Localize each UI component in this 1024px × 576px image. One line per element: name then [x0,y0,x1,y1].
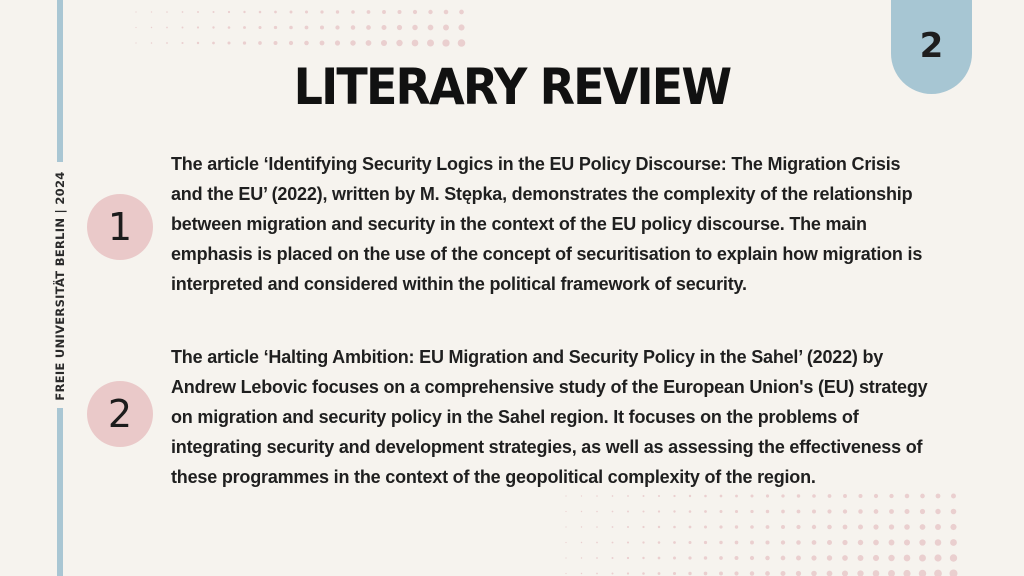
decor-dot [243,11,245,13]
decor-dot [382,10,386,14]
decor-dot [427,40,434,47]
decor-dot [735,510,738,513]
decor-dot [581,511,582,512]
decor-dot [750,525,754,529]
decor-dot [611,572,613,574]
decor-dot [612,495,614,497]
decor-dot [412,25,417,30]
decor-dot [212,42,215,45]
decor-dot [889,494,893,498]
decor-dot [320,10,323,13]
decor-dot [843,494,847,498]
page-title: LITERARY REVIEW [293,58,731,116]
decor-dot [642,541,644,543]
decor-dot [766,494,769,497]
decor-dot [197,11,199,13]
decor-dot [258,41,262,45]
decor-dot [719,572,723,576]
decor-dot [197,42,199,44]
decor-dot [581,542,582,543]
decor-dot [858,494,862,498]
decor-dot [796,525,800,529]
decor-dot [720,495,723,498]
decor-dot [842,540,847,545]
paragraph-item-2: The article ‘Halting Ambition: EU Migration and Security Policy in the Sahel’ (2022) by Andrew Lebovic focuses on a comprehensive study of the European Union's (EU) strategy on migration and security policy in the Sahel region. It focuses on the problems of integrating security and development strategies, as well as assessing the effectiveness of these programmes in the context of the geopolitical complexity of the region. [171,347,928,487]
decor-dot [151,27,152,28]
decor-dot [212,11,214,13]
decor-dot [735,556,739,560]
decor-dot [843,525,848,530]
decor-dot [581,557,582,558]
decor-dot [735,495,738,498]
decor-dot [781,571,786,576]
decor-dot [935,539,942,546]
decor-dot [305,10,308,13]
decor-dot [274,26,277,29]
decor-dot [920,524,926,530]
decor-dot [320,25,324,29]
decor-dot [135,27,136,28]
decor-dot [259,11,262,14]
decor-dot [135,11,136,12]
decor-dot [428,10,432,14]
decor-dot [166,27,168,29]
decor-dot [812,540,817,545]
decor-dot [750,541,754,545]
decor-dot [673,526,676,529]
decor-dot [428,25,434,31]
left-accent-bar-bottom [57,408,63,576]
decor-dot [719,525,722,528]
decor-dot [151,42,153,44]
decor-dot [396,40,402,46]
decor-dot [642,557,644,559]
decor-dot [781,556,786,561]
decor-dot [243,26,246,29]
decor-dot [688,572,691,575]
decor-dot [889,540,895,546]
decor-dot [827,540,832,545]
decor-dot [243,41,246,44]
decor-dot [289,26,293,30]
decor-dot [565,526,566,527]
side-label: FREIE UNIVERSITÄT BERLIN | 2024 [53,171,67,401]
decor-dot [827,525,832,530]
decor-dot [581,526,582,527]
decor-dot [888,555,894,561]
decor-dot [935,524,941,530]
decor-dot [920,509,925,514]
decor-dot [335,25,339,29]
decor-dot [858,509,863,514]
decor-dot [919,539,925,545]
decor-dot [812,525,816,529]
decor-dot [397,25,402,30]
decor-dot [735,525,738,528]
decor-dot [565,542,566,543]
decor-dot [796,540,801,545]
decor-dot [612,557,614,559]
page-number: 2 [919,26,944,66]
decor-dot [720,510,723,513]
decor-dot [642,510,644,512]
decor-dot [596,573,598,575]
decor-dot [919,570,926,576]
decor-dot [197,26,199,28]
decor-dot [765,571,770,576]
decor-dot [905,494,910,499]
decor-dot [950,570,958,576]
decor-dot [274,41,278,45]
decor-dot [351,10,355,14]
decor-dot [936,494,941,499]
decor-dot [689,541,692,544]
decor-dot [565,495,566,496]
decor-dot [627,526,629,528]
decor-dot [934,570,942,576]
decor-dot [904,524,910,530]
decor-dot [704,556,707,559]
decor-dot [596,557,598,559]
decor-dot [873,555,879,561]
decor-dot [920,494,925,499]
decor-dot [658,541,661,544]
decor-dot [458,39,466,47]
decor-dot [658,572,661,575]
decor-dot [873,540,879,546]
decor-dot [766,525,770,529]
decor-dot [888,570,895,576]
decor-dot [811,555,816,560]
decor-dot [612,511,614,513]
decor-dot [934,554,941,561]
decor-dot [858,525,863,530]
decor-dot [627,557,629,559]
decor-dot [565,511,566,512]
decor-dot [781,494,784,497]
dot-pattern-top [130,6,480,48]
decor-dot [689,495,691,497]
decor-dot [719,541,722,544]
decor-dot [289,41,293,45]
decor-dot [227,41,230,44]
decor-dot [366,25,371,30]
decor-dot [612,526,614,528]
decor-dot [874,509,879,514]
decor-dot [382,25,387,30]
decor-dot [304,41,309,46]
decor-dot [166,42,168,44]
decor-dot [412,40,419,47]
decor-dot [258,26,261,29]
decor-dot [642,526,644,528]
decor-dot [704,526,707,529]
decor-dot [827,571,833,576]
decor-dot [596,511,598,513]
decor-dot [750,510,753,513]
decor-dot [766,510,769,513]
decor-dot [828,494,832,498]
decor-dot [796,571,801,576]
decor-dot [413,10,417,14]
decor-dot [781,525,785,529]
decor-dot [874,494,878,498]
decor-dot [796,556,801,561]
decor-dot [673,510,675,512]
decor-dot [889,509,894,514]
decor-dot [811,571,817,576]
decor-dot [673,557,676,560]
paragraph-item-1: The article ‘Identifying Security Logics in the EU Policy Discourse: The Migration Crisis and the EU’ (2022), written by M. Stępka, demonstrates the complexity of the relationship between migration and security in the context of the EU policy discourse. The main emphasis is placed on the use of the concept of securitisation to explain how migration is interpreted and considered within the political framework of security. [171,154,923,294]
decor-dot [950,554,957,561]
decor-dot [704,495,707,498]
decor-dot [935,509,940,514]
decor-dot [734,571,738,575]
decor-dot [797,510,801,514]
decor-dot [873,524,878,529]
decor-dot [858,555,864,561]
decor-dot [397,10,401,14]
decor-dot [919,555,926,562]
decor-dot [951,494,956,499]
decor-dot [750,556,754,560]
decor-dot [689,510,692,513]
decor-dot [135,42,136,43]
decor-dot [904,539,910,545]
decor-dot [950,539,957,546]
decor-dot [673,541,676,544]
decor-dot [704,572,708,576]
decor-dot [627,511,629,513]
decor-dot [658,495,660,497]
item-number-badge: 2 [87,381,153,447]
decor-dot [643,495,645,497]
decor-dot [765,556,769,560]
decor-dot [565,573,566,574]
decor-dot [658,510,660,512]
decor-dot [903,570,910,576]
decor-dot [689,526,692,529]
decor-dot [950,524,956,530]
decor-dot [290,11,293,14]
decor-dot [336,10,339,13]
decor-dot [351,25,356,30]
decor-dot [735,541,739,545]
decor-dot [181,42,183,44]
decor-dot [827,509,831,513]
decor-dot [812,510,816,514]
decor-dot [367,10,371,14]
decor-dot [274,11,277,14]
decor-dot [335,40,340,45]
decor-dot [596,526,598,528]
decor-dot [320,41,325,46]
decor-dot [228,11,230,13]
decor-dot [889,524,894,529]
decor-dot [596,495,598,497]
decor-dot [627,572,629,574]
decor-dot [212,26,214,28]
decor-dot [704,510,707,513]
decor-dot [858,540,863,545]
decor-dot [596,542,598,544]
decor-dot [182,27,184,29]
decor-dot [642,572,645,575]
decor-dot [305,26,309,30]
decor-dot [904,509,909,514]
decor-dot [797,494,800,497]
decor-dot [443,25,449,31]
decor-dot [658,557,661,560]
decor-dot [673,572,676,575]
decor-dot [781,510,785,514]
decor-dot [151,11,152,12]
decor-dot [458,24,464,30]
decor-dot [444,10,449,15]
decor-dot [166,11,168,13]
decor-dot [812,494,816,498]
decor-dot [781,540,785,544]
decor-dot [951,509,957,515]
decor-dot [704,541,707,544]
decor-dot [765,540,769,544]
decor-dot [843,509,847,513]
decor-dot [228,26,231,29]
decor-dot [751,495,754,498]
decor-dot [750,571,754,575]
decor-dot [612,542,614,544]
decor-dot [688,556,691,559]
decor-dot [719,556,723,560]
decor-dot [581,495,582,496]
decor-dot [842,570,848,576]
decor-dot [842,555,848,561]
decor-dot [366,40,372,46]
decor-dot [381,40,387,46]
decor-dot [904,555,911,562]
decor-dot [565,557,566,558]
decor-dot [658,526,660,528]
decor-dot [857,570,863,576]
decor-dot [673,495,675,497]
decor-dot [442,39,449,46]
decor-dot [182,11,184,13]
decor-dot [627,495,629,497]
decor-dot [581,573,582,574]
item-number-badge: 1 [87,194,153,260]
decor-dot [873,570,880,576]
decor-dot [459,10,464,15]
decor-dot [350,40,355,45]
dot-pattern-bottom [560,490,980,576]
decor-dot [627,541,629,543]
decor-dot [827,555,832,560]
